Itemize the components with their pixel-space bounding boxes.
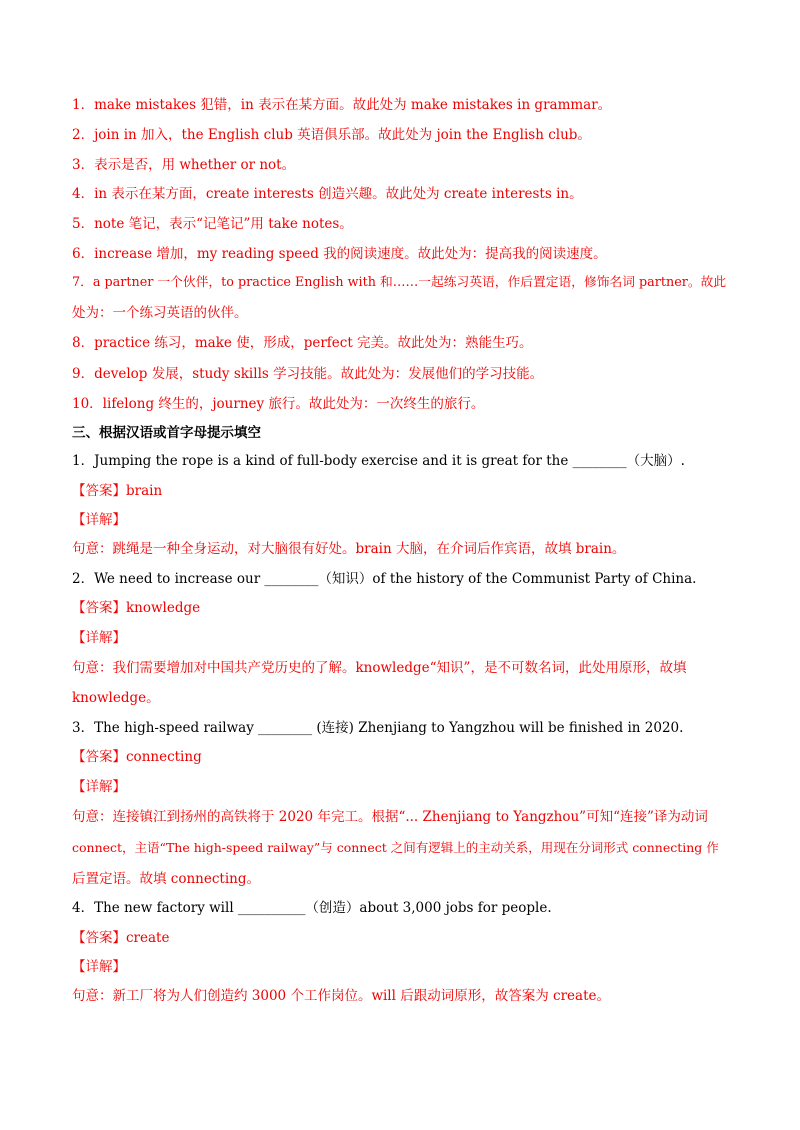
question-text: 1．Jumping the rope is a kind of full-body exercise and it is great for the ________（大脑）.: [72, 453, 685, 469]
answer-line: [72, 481, 730, 501]
explanation-line: 7．a partner 一个伙伴，to practice English with 和……一起练习英语，作后置定语，修饰名词 partner。故此: [72, 275, 727, 290]
answer-label: 【答案】: [72, 600, 126, 616]
section-title: 三、根据汉语或首字母提示填空: [72, 425, 261, 441]
detail-text: connect，主语“The high-speed railway”与 connect 之间有逻辑上的主动关系，用现在分词形式 connecting 作: [72, 840, 719, 855]
answer-label: 【答案】: [72, 930, 126, 946]
explanation-line: 9．develop 发展，study skills 学习技能。故此处为：发展他们的学习技能。: [72, 366, 544, 382]
explanation-line: 3．表示是否，用 whether or not。: [72, 157, 296, 173]
explanation-line: 8．practice 练习，make 使，形成，perfect 完美。故此处为：熟能生巧。: [72, 335, 533, 351]
explanation-line: 1．make mistakes 犯错，in 表示在某方面。故此处为 make mistakes in grammar。: [72, 97, 612, 113]
detail-text: knowledge。: [72, 690, 160, 706]
question-text: 2．We need to increase our ________（知识）of the history of the Communist Party of China.: [72, 571, 697, 587]
detail-label: 【详解】: [72, 959, 126, 975]
explanation-line: 10．lifelong 终生的，journey 旅行。故此处为：一次终生的旅行。: [72, 396, 485, 412]
answer-line: [72, 598, 730, 618]
explanation-line: 处为：一个练习英语的伙伴。: [72, 305, 248, 321]
detail-label: 【详解】: [72, 512, 126, 528]
answer-value: knowledge: [126, 600, 201, 616]
answer-label: 【答案】: [72, 483, 126, 499]
explanation-line: 6．increase 增加，my reading speed 我的阅读速度。故此处为：提高我的阅读速度。: [72, 246, 607, 262]
detail-label: 【详解】: [72, 779, 126, 795]
detail-text: 句意：新工厂将为人们创造约 3000 个工作岗位。will 后跟动词原形，故答案为 create。: [72, 988, 610, 1004]
detail-text: 句意：连接镇江到扬州的高铁将于 2020 年完工。根据“... Zhenjiang to Yangzhou”可知“连接”译为动词: [72, 809, 708, 825]
answer-label: 【答案】: [72, 749, 126, 765]
answer-value: brain: [126, 483, 163, 499]
explanation-line: 4．in 表示在某方面，create interests 创造兴趣。故此处为 create interests in。: [72, 186, 583, 202]
answer-line: [72, 928, 730, 948]
answer-line: [72, 747, 730, 767]
answer-value: create: [126, 930, 170, 946]
answer-value: connecting: [126, 749, 202, 765]
detail-text: 后置定语。故填 connecting。: [72, 871, 260, 887]
question-text: 3．The high-speed railway ________ (连接) Zhenjiang to Yangzhou will be finished in 2020.: [72, 720, 684, 736]
explanation-line: 2．join in 加入，the English club 英语俱乐部。故此处为 join the English club。: [72, 127, 591, 143]
detail-text: 句意：跳绳是一种全身运动，对大脑很有好处。brain 大脑，在介词后作宾语，故填 brain。: [72, 541, 626, 557]
detail-label: 【详解】: [72, 630, 126, 646]
explanation-line: 5．note 笔记，表示“记笔记”用 take notes。: [72, 216, 353, 232]
detail-text: 句意：我们需要增加对中国共产党历史的了解。knowledge“知识”，是不可数名词，此处用原形，故填: [72, 660, 687, 676]
question-text: 4．The new factory will __________（创造）about 3,000 jobs for people.: [72, 900, 552, 916]
